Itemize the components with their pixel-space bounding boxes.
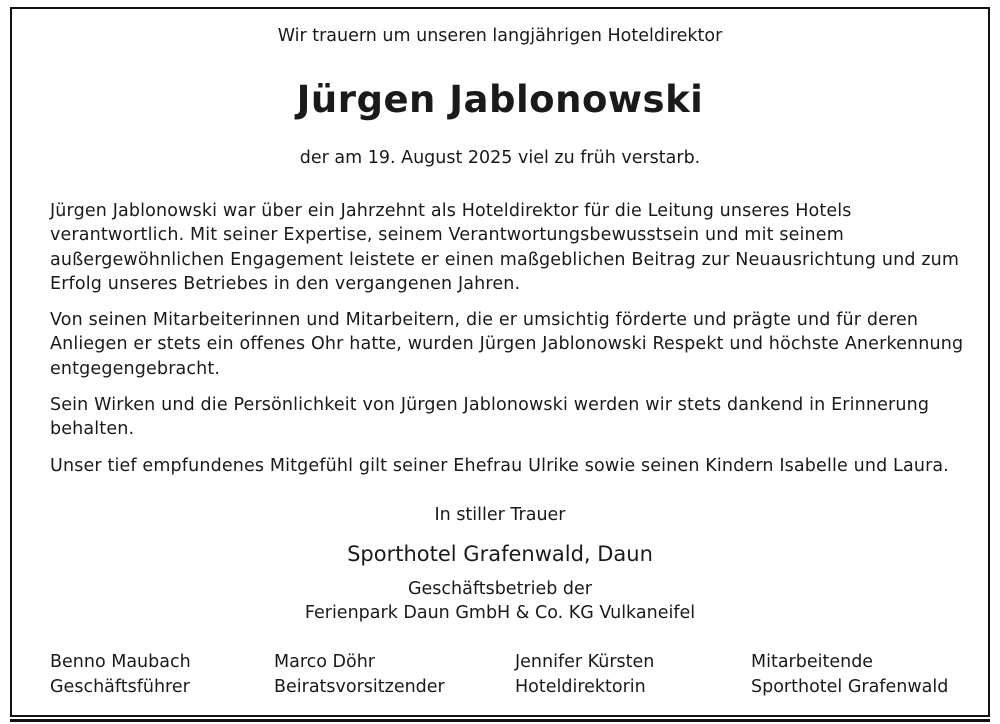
intro-line: Wir trauern um unseren langjährigen Hoteldirektor (277, 26, 723, 46)
signatory (274, 650, 445, 699)
company-name: Sporthotel Grafenwald, Daun (347, 542, 653, 566)
paragraph-staff: Von seinen Mitarbeiterinnen und Mitarbeitern, die er umsichtig förderte und prägte und für deren Anliegen er stets ein offenes Ohr hatte, wurden Jürgen Jablonowski Respekt und höchste Anerkennung entgegengebracht. (50, 310, 964, 379)
signatory-role: Geschäftsführer (50, 676, 190, 697)
signatory-name: Marco Döhr (274, 652, 375, 672)
signatory-name: Jennifer Kürsten (515, 652, 655, 672)
signatory (50, 650, 191, 699)
mourning-line: In stiller Trauer (434, 505, 566, 525)
paragraph-career: Jürgen Jablonowski war über ein Jahrzehnt als Hoteldirektor für die Leitung unseres Hotels verantwortlich. Mit seiner Expertise, seinem Verantwortungsbewusstsein und mit seinem außergewöhnlichen Engagement leistete er einen maßgeblichen Beitrag zur Neuausrichtung und zum Erfolg unseres Betriebes in den vergangenen Jahren. (50, 201, 960, 294)
signatory-role: Hoteldirektorin (515, 676, 646, 697)
operator-line-2: Ferienpark Daun GmbH & Co. KG Vulkaneifel (304, 603, 696, 623)
paragraph-condolence: Unser tief empfundenes Mitgefühl gilt seiner Ehefrau Ulrike sowie seinen Kindern Isabelle und Laura. (50, 456, 949, 476)
paragraph-remembrance: Sein Wirken und die Persönlichkeit von Jürgen Jablonowski werden wir stets dankend in Erinnerung behalten. (50, 395, 930, 440)
signatory-name: Benno Maubach (50, 652, 191, 672)
signatory-name: Mitarbeitende (751, 652, 874, 672)
bottom-rule (10, 719, 990, 722)
operator-block (0, 577, 1000, 625)
death-date-line: der am 19. August 2025 viel zu früh verstarb. (299, 148, 701, 168)
signatory-role: Sporthotel Grafenwald (751, 676, 949, 697)
signatory-role: Beiratsvorsitzender (274, 676, 445, 697)
deceased-name: Jürgen Jablonowski (296, 78, 704, 121)
signatory (751, 650, 948, 699)
operator-line-1: Geschäftsbetrieb der (407, 579, 592, 599)
signatory (515, 650, 654, 699)
